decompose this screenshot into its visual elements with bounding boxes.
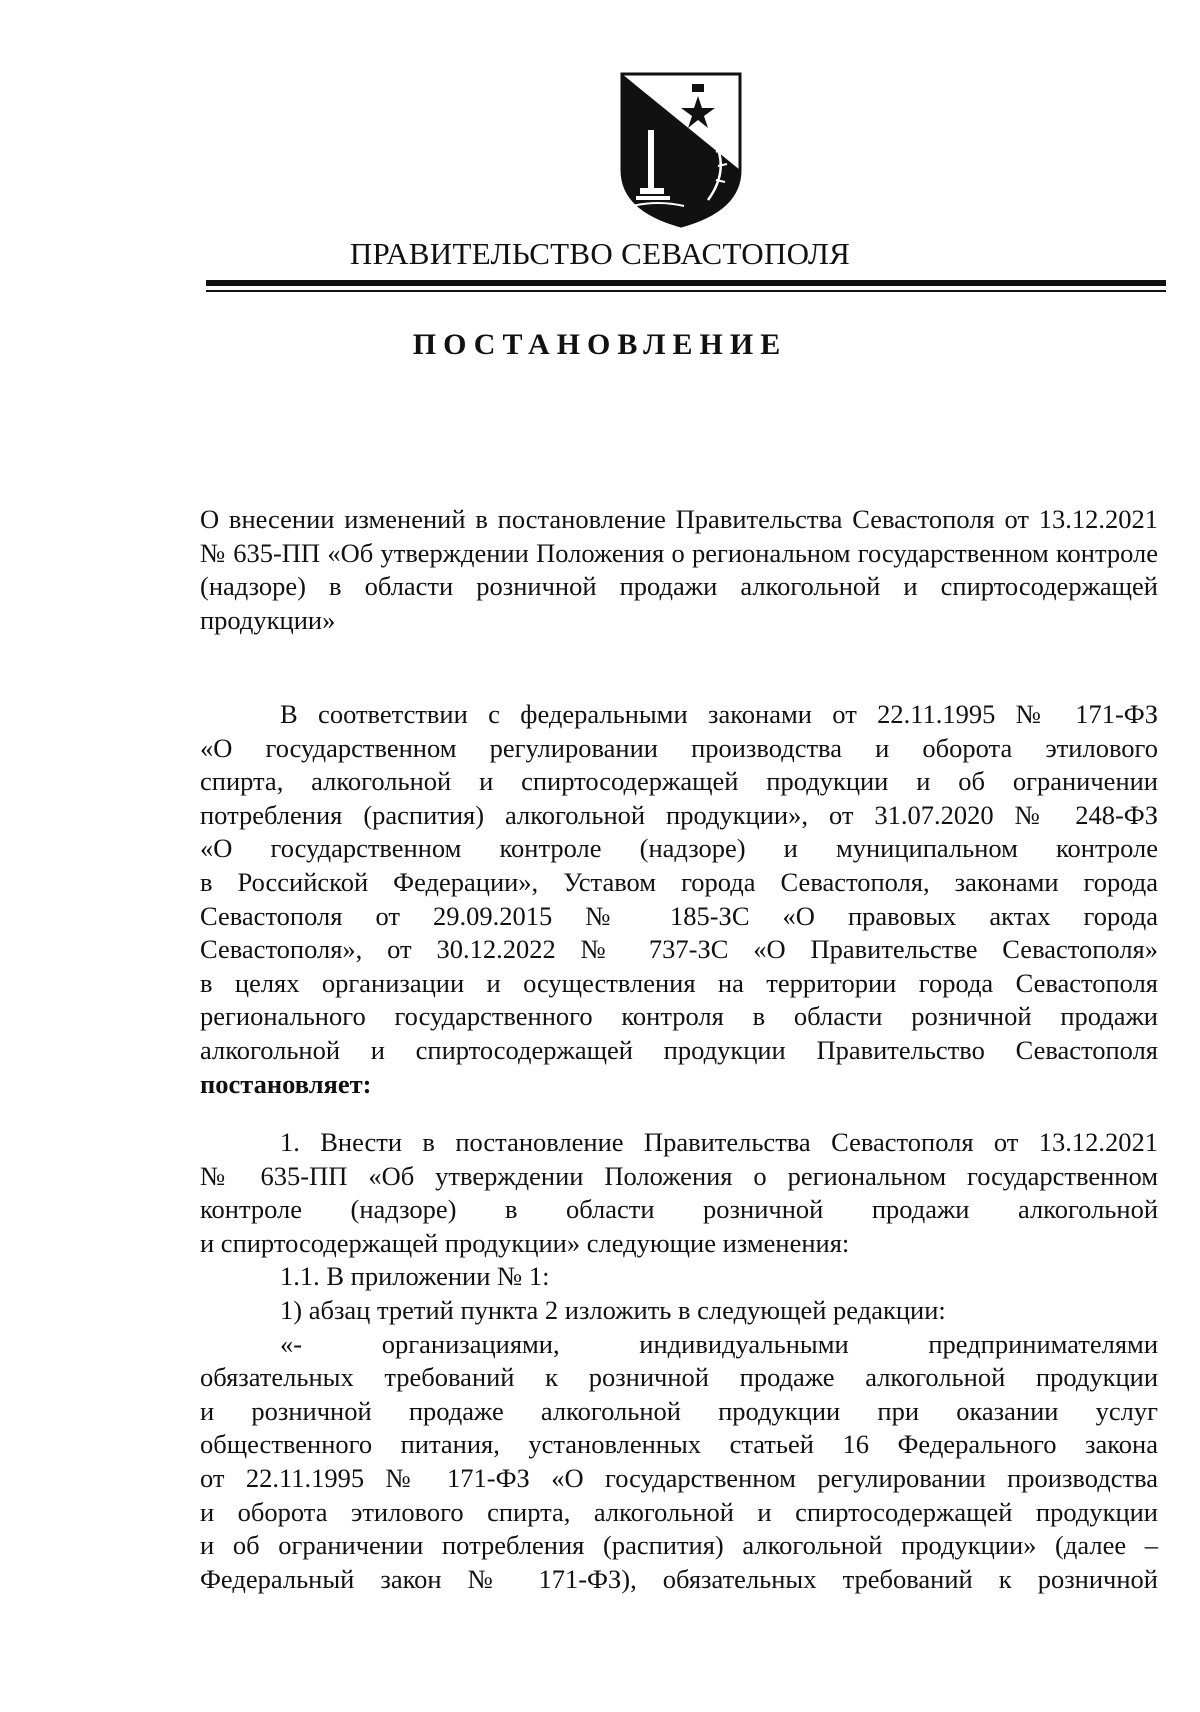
document-type: ПОСТАНОВЛЕНИЕ xyxy=(412,328,788,361)
resolves-word: постановляет: xyxy=(200,1068,372,1099)
body-line: 1.1. В приложении № 1: xyxy=(280,1261,550,1292)
preamble-line: Севастополя от 29.09.2015 № 185-ЗС «О правовых актах города xyxy=(200,900,1158,931)
preamble-line: регионального государственного контроля в области розничной продажи xyxy=(200,1001,1158,1032)
body-line: и розничной продаже алкогольной продукции при оказании услуг xyxy=(200,1395,1158,1426)
preamble-line: спирта, алкогольной и спиртосодержащей продукции и об ограничении xyxy=(200,766,1158,797)
header-divider-thin xyxy=(206,290,1166,292)
preamble-line: В соответствии с федеральными законами от 22.11.1995 № 171-ФЗ xyxy=(280,699,1158,729)
preamble-line: Севастополя», от 30.12.2022 № 737-ЗС «О Правительстве Севастополя» xyxy=(200,934,1158,965)
body-line: и об ограничении потребления (распития) алкогольной продукции» (далее – xyxy=(200,1530,1158,1561)
preamble-line: алкогольной и спиртосодержащей продукции Правительство Севастополя xyxy=(200,1034,1158,1065)
body-line: 1. Внести в постановление Правительства Севастополя от 13.12.2021 xyxy=(280,1127,1158,1157)
body-line: 1) абзац третий пункта 2 изложить в следующей редакции: xyxy=(280,1294,946,1325)
header-divider-thick xyxy=(206,280,1166,286)
preamble-line: «О государственном регулировании производства и оборота этилового xyxy=(200,732,1158,763)
document-subject: О внесении изменений в постановление Правительства Севастополя от 13.12.2021 № 635-ПП «Об утверждении Положения о региональном государственном контроле (надзоре) в области розничной продажи алкогольной и спиртосодержащей продукции» xyxy=(200,504,1158,635)
preamble-line: потребления (распития) алкогольной продукции», от 31.07.2020 № 248-ФЗ xyxy=(200,799,1158,830)
preamble-paragraph xyxy=(200,698,1158,1101)
resolution-body xyxy=(200,1126,1158,1596)
body-line: и оборота этилового спирта, алкогольной и спиртосодержащей продукции xyxy=(200,1496,1158,1527)
body-line: контроле (надзоре) в области розничной продажи алкогольной xyxy=(200,1194,1158,1225)
government-name: ПРАВИТЕЛЬСТВО СЕВАСТОПОЛЯ xyxy=(349,236,851,271)
body-line: «- организациями, индивидуальными предпринимателями xyxy=(280,1328,1158,1359)
body-line: обязательных требований к розничной продаже алкогольной продукции xyxy=(200,1362,1158,1393)
preamble-line: в целях организации и осуществления на территории города Севастополя xyxy=(200,967,1158,998)
body-line: общественного питания, установленных статьей 16 Федерального закона xyxy=(200,1429,1158,1460)
body-line: № 635-ПП «Об утверждении Положения о региональном государственном xyxy=(200,1160,1158,1191)
body-line: Федеральный закон № 171-ФЗ), обязательных требований к розничной xyxy=(200,1563,1158,1594)
body-line: и спиртосодержащей продукции» следующие изменения: xyxy=(200,1227,850,1258)
preamble-line: «О государственном контроле (надзоре) и муниципальном контроле xyxy=(200,833,1158,864)
body-line: от 22.11.1995 № 171-ФЗ «О государственном регулировании производства xyxy=(200,1462,1158,1493)
preamble-line: в Российской Федерации», Уставом города Севастополя, законами города xyxy=(200,866,1158,897)
sevastopol-coat-of-arms-icon xyxy=(618,70,744,230)
